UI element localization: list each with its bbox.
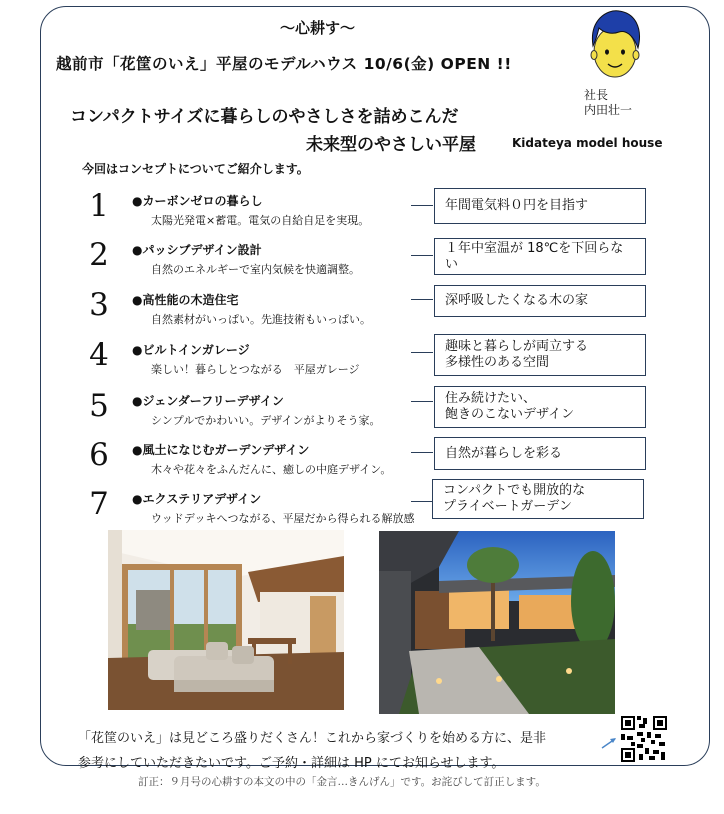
concept-highlight-box [434,188,646,224]
president-avatar-illustration [585,8,645,84]
living-room-photo [108,530,344,710]
concept-highlight-box [434,386,646,428]
intro-text: 今回はコンセプトについてご紹介します。 [82,162,309,176]
connector-line [411,452,433,453]
concept-description: シンプルでかわいい。デザインがよりそう家。 [151,414,381,427]
open-announcement: 越前市「花筐のいえ」平屋のモデルハウス 10/6(金) OPEN !! [56,55,512,73]
president-name: 内田壮一 [584,103,633,117]
concept-title: ●カーボンゼロの暮らし [132,194,263,208]
concept-description: 自然のエネルギーで室内気候を快適調整。 [151,263,360,276]
concept-title: ●高性能の木造住宅 [132,293,239,307]
connector-line [411,299,433,300]
highlight-line: コンパクトでも開放的な [443,483,586,498]
highlight-line: 飽きのこないデザイン [445,407,575,422]
concept-title: ●ジェンダーフリーデザイン [132,394,284,408]
concept-number: 7 [89,486,109,522]
concept-number: 6 [89,437,109,473]
concept-title: ●ビルトインガレージ [132,343,250,357]
highlight-line: 多様性のある空間 [445,355,550,370]
column-heading: ～心耕す～ [280,19,356,37]
concept-number: 2 [89,237,109,273]
concept-description: ウッドデッキへつながる、平屋だから得られる解放感 [151,512,415,525]
concept-number: 5 [89,388,109,424]
concept-number: 3 [89,287,109,323]
courtyard-night-photo [379,531,615,714]
highlight-line: 自然が暮らしを彩る [445,445,563,461]
concept-title: ●風土になじむガーデンデザイン [132,443,310,457]
concept-number: 4 [89,337,109,373]
concept-highlight-box [434,437,646,470]
highlight-line: １年中室温が 18℃を下回らない [445,240,624,272]
connector-line [411,401,433,402]
qr-code-icon[interactable] [621,716,667,762]
concept-description: 木々や花々をふんだんに、癒しの中庭デザイン。 [151,463,392,476]
brand-label: Kidateya model house [512,136,663,150]
concept-highlight-box [434,285,646,317]
connector-line [411,352,433,353]
highlight-line: 趣味と暮らしが両立する [445,339,589,354]
connector-line [411,501,433,502]
concept-highlight-box [434,238,646,275]
tagline-line-2: 未来型のやさしい平屋 [306,135,476,155]
highlight-line: 住み続けたい、 [445,391,537,406]
arrow-icon [600,736,618,750]
tagline-line-1: コンパクトサイズに暮らしのやさしさを詰めこんだ [70,107,459,127]
highlight-line: プライベートガーデン [443,499,572,514]
concept-description: 太陽光発電×蓄電。電気の自給自足を実現。 [151,214,370,227]
concept-number: 1 [89,188,109,224]
closing-text-line-1: 「花筐のいえ」は見どころ盛りだくさん！これから家づくりを始める方に、是非 [78,731,547,746]
president-role: 社長 [584,88,609,102]
highlight-line: 深呼吸したくなる木の家 [445,293,589,308]
concept-title: ●エクステリアデザイン [132,492,262,506]
concept-highlight-box [434,334,646,376]
concept-description: 楽しい！暮らしとつながる 平屋ガレージ [151,363,360,376]
concept-description: 自然素材がいっぱい。先進技術もいっぱい。 [151,313,371,326]
highlight-line: 年間電気料０円を目指す [445,198,589,213]
concept-title: ●パッシブデザイン設計 [132,243,262,257]
closing-text-line-2: 参考にしていただきたいです。ご予約・詳細は HP にてお知らせします。 [78,756,505,771]
concept-highlight-box [432,479,644,519]
connector-line [411,255,433,256]
correction-note: 訂正：９月号の心耕すの本文の中の「金言…きんげん」です。お詫びして訂正します。 [138,776,546,788]
connector-line [411,205,433,206]
